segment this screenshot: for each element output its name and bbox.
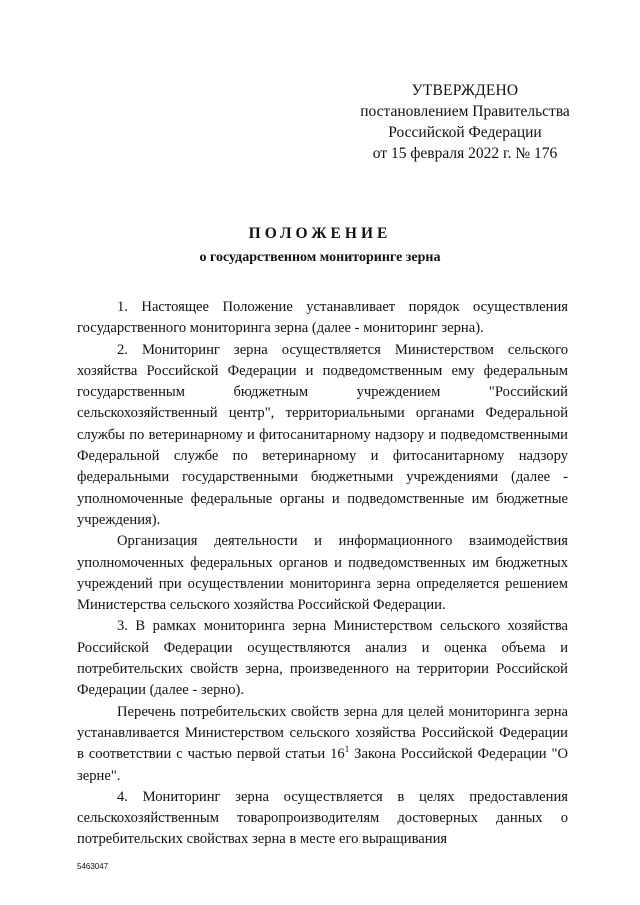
document-title: ПОЛОЖЕНИЕ: [248, 225, 392, 242]
approval-line-1: постановлением Правительства: [360, 103, 570, 120]
paragraph-4: 3. В рамках мониторинга зерна Министерством сельского хозяйства Российской Федерации осуществляются анализ и оценка объема и потребительских свойств зерна, произведенного на территории Российской Федерации (далее - зерно).: [77, 618, 568, 699]
paragraph-5-text-b: Закона Российской Федерации "О зерне".: [77, 746, 568, 784]
footer-document-code: 5463047: [77, 862, 109, 871]
paragraph-6: 4. Мониторинг зерна осуществляется в целях предоставления сельскохозяйственным товаропроизводителям достоверных данных о потребительских свойствах зерна в месте его выращивания: [77, 788, 568, 848]
document-subtitle: о государственном мониторинге зерна: [199, 250, 441, 265]
paragraph-5: [77, 702, 568, 787]
paragraph-2: 2. Мониторинг зерна осуществляется Министерством сельского хозяйства Российской Федерации и подведомственным ему федеральным государственным бюджетным учреждением "Российский сельскохозяйственный центр", территориальными органами Федеральной службы по ветеринарному и фитосанитарному надзору и подведомственными Федеральной службе по ветеринарному и фитосанитарному надзору федеральными государственными бюджетными учреждениями (далее - уполномоченные федеральные органы и подведомственные им бюджетные учреждения).: [77, 341, 568, 528]
paragraph-5-text-a: Перечень потребительских свойств зерна для целей мониторинга зерна устанавливается Министерством сельского хозяйства Российской Федерации в соответствии с частью первой статьи 16: [77, 703, 568, 763]
footnote-superscript: 1: [344, 744, 350, 755]
document-body: [77, 297, 568, 851]
paragraph-1: 1. Настоящее Положение устанавливает порядок осуществления государственного мониторинга зерна (далее - мониторинг зерна).: [77, 299, 568, 337]
approval-line-3: от 15 февраля 2022 г. № 176: [372, 145, 558, 162]
approval-heading: УТВЕРЖДЕНО: [411, 82, 519, 99]
paragraph-3: Организация деятельности и информационного взаимодействия уполномоченных федеральных органов и подведомственных им бюджетных учреждений при осуществлении мониторинга зерна определяется решением Министерства сельского хозяйства Российской Федерации.: [77, 533, 568, 614]
approval-block: [350, 80, 580, 164]
approval-line-2: Российской Федерации: [388, 124, 542, 141]
